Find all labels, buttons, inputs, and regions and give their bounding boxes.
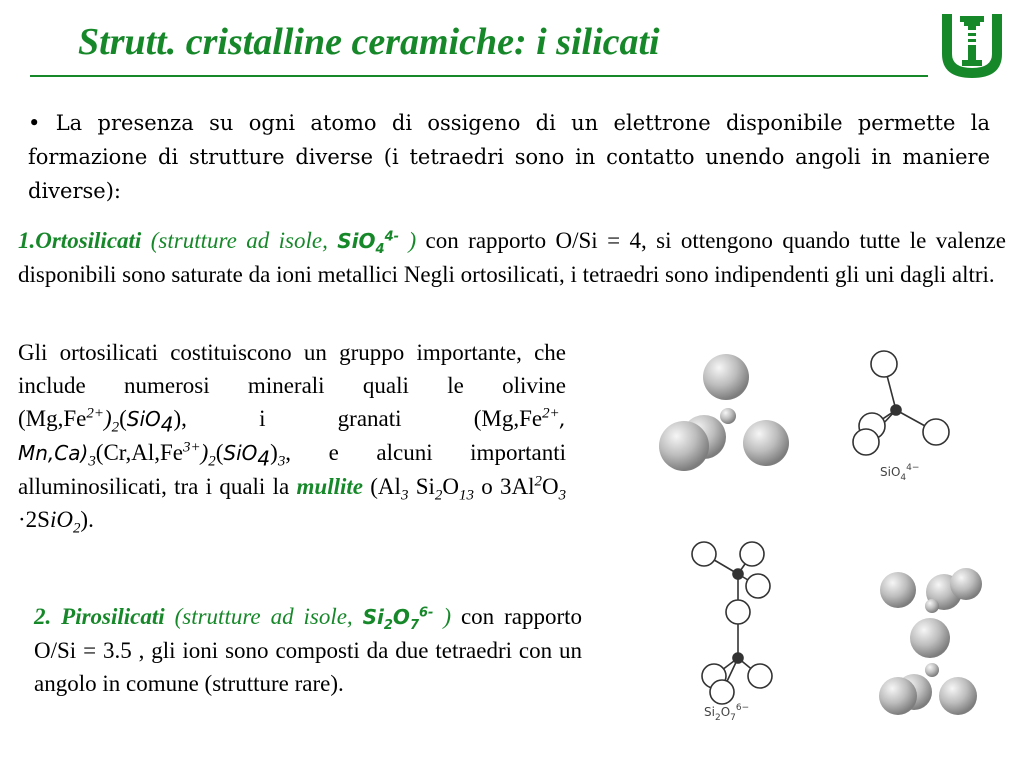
pyro-figure-label: $Si_2O_7^{6-}$ xyxy=(704,703,750,723)
pyro-close: ) xyxy=(443,604,452,629)
pyro-description: con rapporto O/Si = 3.5 , gli ioni sono composti da due tetraedri con un angolo in comune (strutture rare). xyxy=(34,604,582,696)
pyro-paren-text: strutture ad isole, xyxy=(182,604,353,629)
ortho-number: 1. xyxy=(18,228,36,253)
bullet: • xyxy=(28,111,41,135)
ortho-paren-text: strutture ad isole, xyxy=(158,228,328,253)
ortho-detail-paragraph: Gli ortosilicati costituiscono un gruppo importante, che include numerosi minerali quali le olivine $(Mg,Fe^{2+})_2(SiO_4)$, i granati ($Mg,Fe^{2+}$, $Mn,Ca)_3(Cr,Al,Fe^{3+})_2(SiO_4)_3$, e alcuni importanti alluminosilicati, tra i quali la mullite ($Al_3$ $Si_2O_{13}$ o $3Al^2O_3 \cdot 2SiO_2$). xyxy=(18,340,567,537)
pyro-name: Pirosilicati xyxy=(61,604,165,629)
ortho-space-filling-model xyxy=(659,354,789,471)
ortho-ball-stick-model xyxy=(853,351,949,483)
ortho-formula: SiO$_4^{4-}$ xyxy=(337,229,400,257)
pyro-space-filling-model xyxy=(879,568,982,715)
silicate-figures xyxy=(600,336,1020,764)
ortho-figure-label: SiO$_4^{4-}$ xyxy=(880,463,920,483)
page-title: Strutt. cristalline ceramiche: i silicati xyxy=(78,21,660,63)
ortho-paragraph xyxy=(18,224,1006,291)
university-logo xyxy=(938,10,1006,82)
pyro-number: 2. xyxy=(34,604,52,629)
ortho-open: ( xyxy=(150,228,159,253)
ortho-close: ) xyxy=(408,228,417,253)
ortho-description: con rapporto O/Si = 4, si ottengono quando tutte le valenze disponibili sono saturate da ioni metallici Negli ortosilicati, i tetraedri sono indipendenti gli uni dagli altri. xyxy=(18,228,1006,287)
intro-text: La presenza su ogni atomo di ossigeno di un elettrone disponibile permette la formazione di strutture diverse (i tetraedri sono in contatto unendo angoli in maniere diverse): xyxy=(28,111,990,203)
title-divider xyxy=(30,75,928,77)
pyro-formula: $Si_2O_7^{6-}$ xyxy=(362,605,434,633)
pyro-open: ( xyxy=(174,604,183,629)
ortho-name: Ortosilicati xyxy=(35,228,142,253)
pyro-ball-stick-model xyxy=(692,542,772,723)
mullite-term: mullite xyxy=(296,474,363,499)
pyro-paragraph xyxy=(34,600,582,700)
intro-paragraph xyxy=(28,106,990,208)
